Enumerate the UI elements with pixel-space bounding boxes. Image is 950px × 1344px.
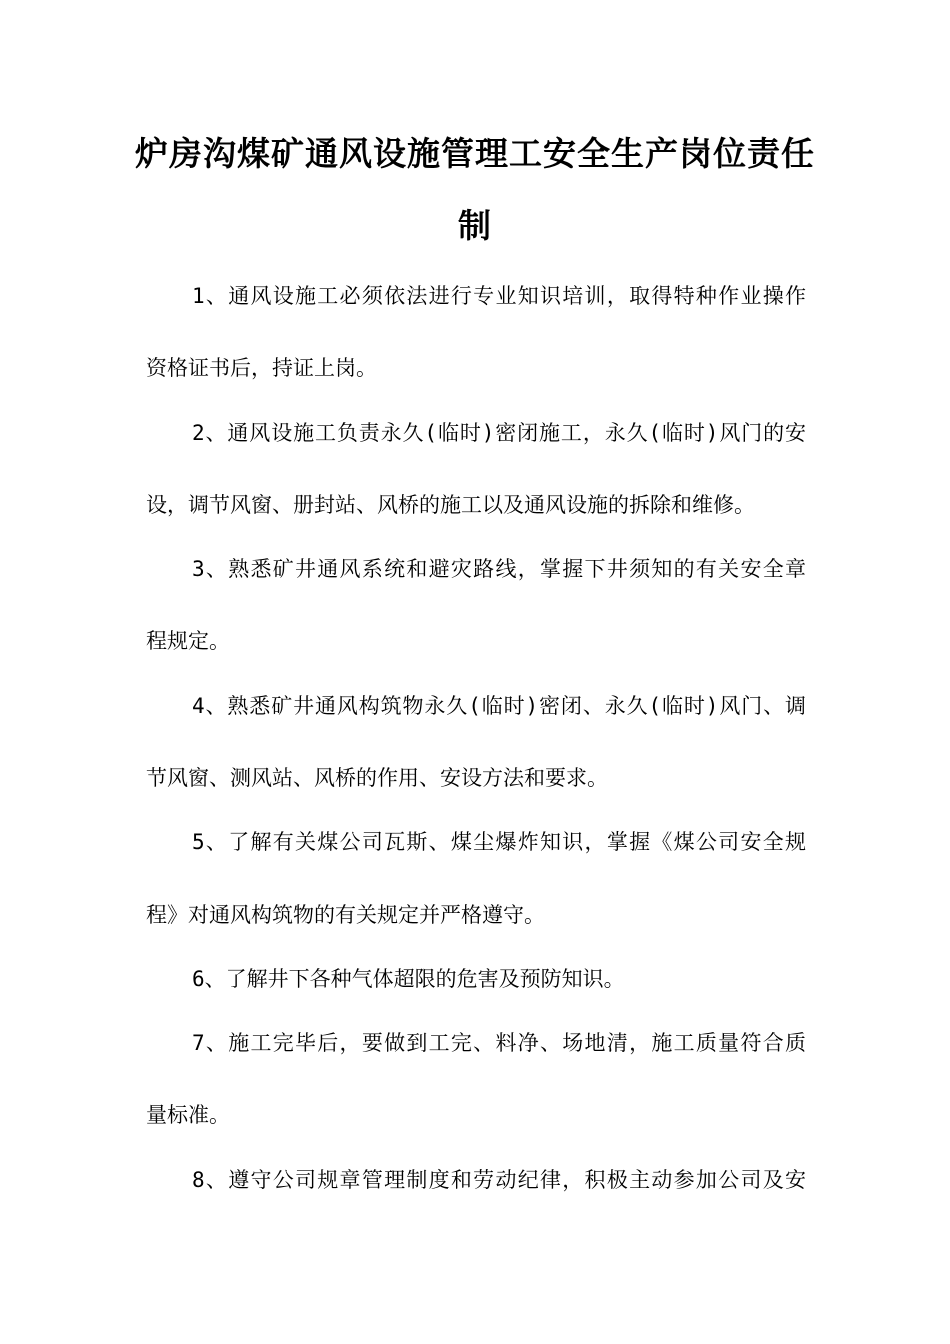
document-title-line-2: 制 — [458, 206, 492, 245]
paragraph-2-line-2: 设，调节风窗、册封站、风桥的施工以及通风设施的拆除和维修。 — [146, 493, 755, 517]
paragraph-2-line-1: 2、通风设施工负责永久(临时)密闭施工，永久(临时)风门的安 — [192, 421, 806, 445]
paragraph-4-line-2: 节风窗、测风站、风桥的作用、安设方法和要求。 — [146, 766, 608, 790]
paragraph-6-line-1: 6、了解井下各种气体超限的危害及预防知识。 — [192, 967, 625, 991]
paragraph-3-line-2: 程规定。 — [146, 629, 230, 653]
paragraph-3-line-1: 3、熟悉矿井通风系统和避灾路线，掌握下井须知的有关安全章 — [192, 557, 806, 581]
paragraph-5-line-2: 程》对通风构筑物的有关规定并严格遵守。 — [146, 903, 545, 927]
paragraph-5-line-1: 5、了解有关煤公司瓦斯、煤尘爆炸知识，掌握《煤公司安全规 — [192, 830, 806, 854]
paragraph-1-line-1: 1、通风设施工必须依法进行专业知识培训，取得特种作业操作 — [192, 284, 806, 308]
paragraph-7-line-1: 7、施工完毕后，要做到工完、料净、场地清，施工质量符合质 — [192, 1031, 806, 1055]
paragraph-8-line-1: 8、遵守公司规章管理制度和劳动纪律，积极主动参加公司及安 — [192, 1168, 806, 1192]
paragraph-7-line-2: 量标准。 — [146, 1103, 230, 1127]
document-title-line-1: 炉房沟煤矿通风设施管理工安全生产岗位责任 — [135, 134, 815, 173]
paragraph-1-line-2: 资格证书后，持证上岗。 — [146, 356, 377, 380]
paragraph-4-line-1: 4、熟悉矿井通风构筑物永久(临时)密闭、永久(临时)风门、调 — [192, 694, 806, 718]
